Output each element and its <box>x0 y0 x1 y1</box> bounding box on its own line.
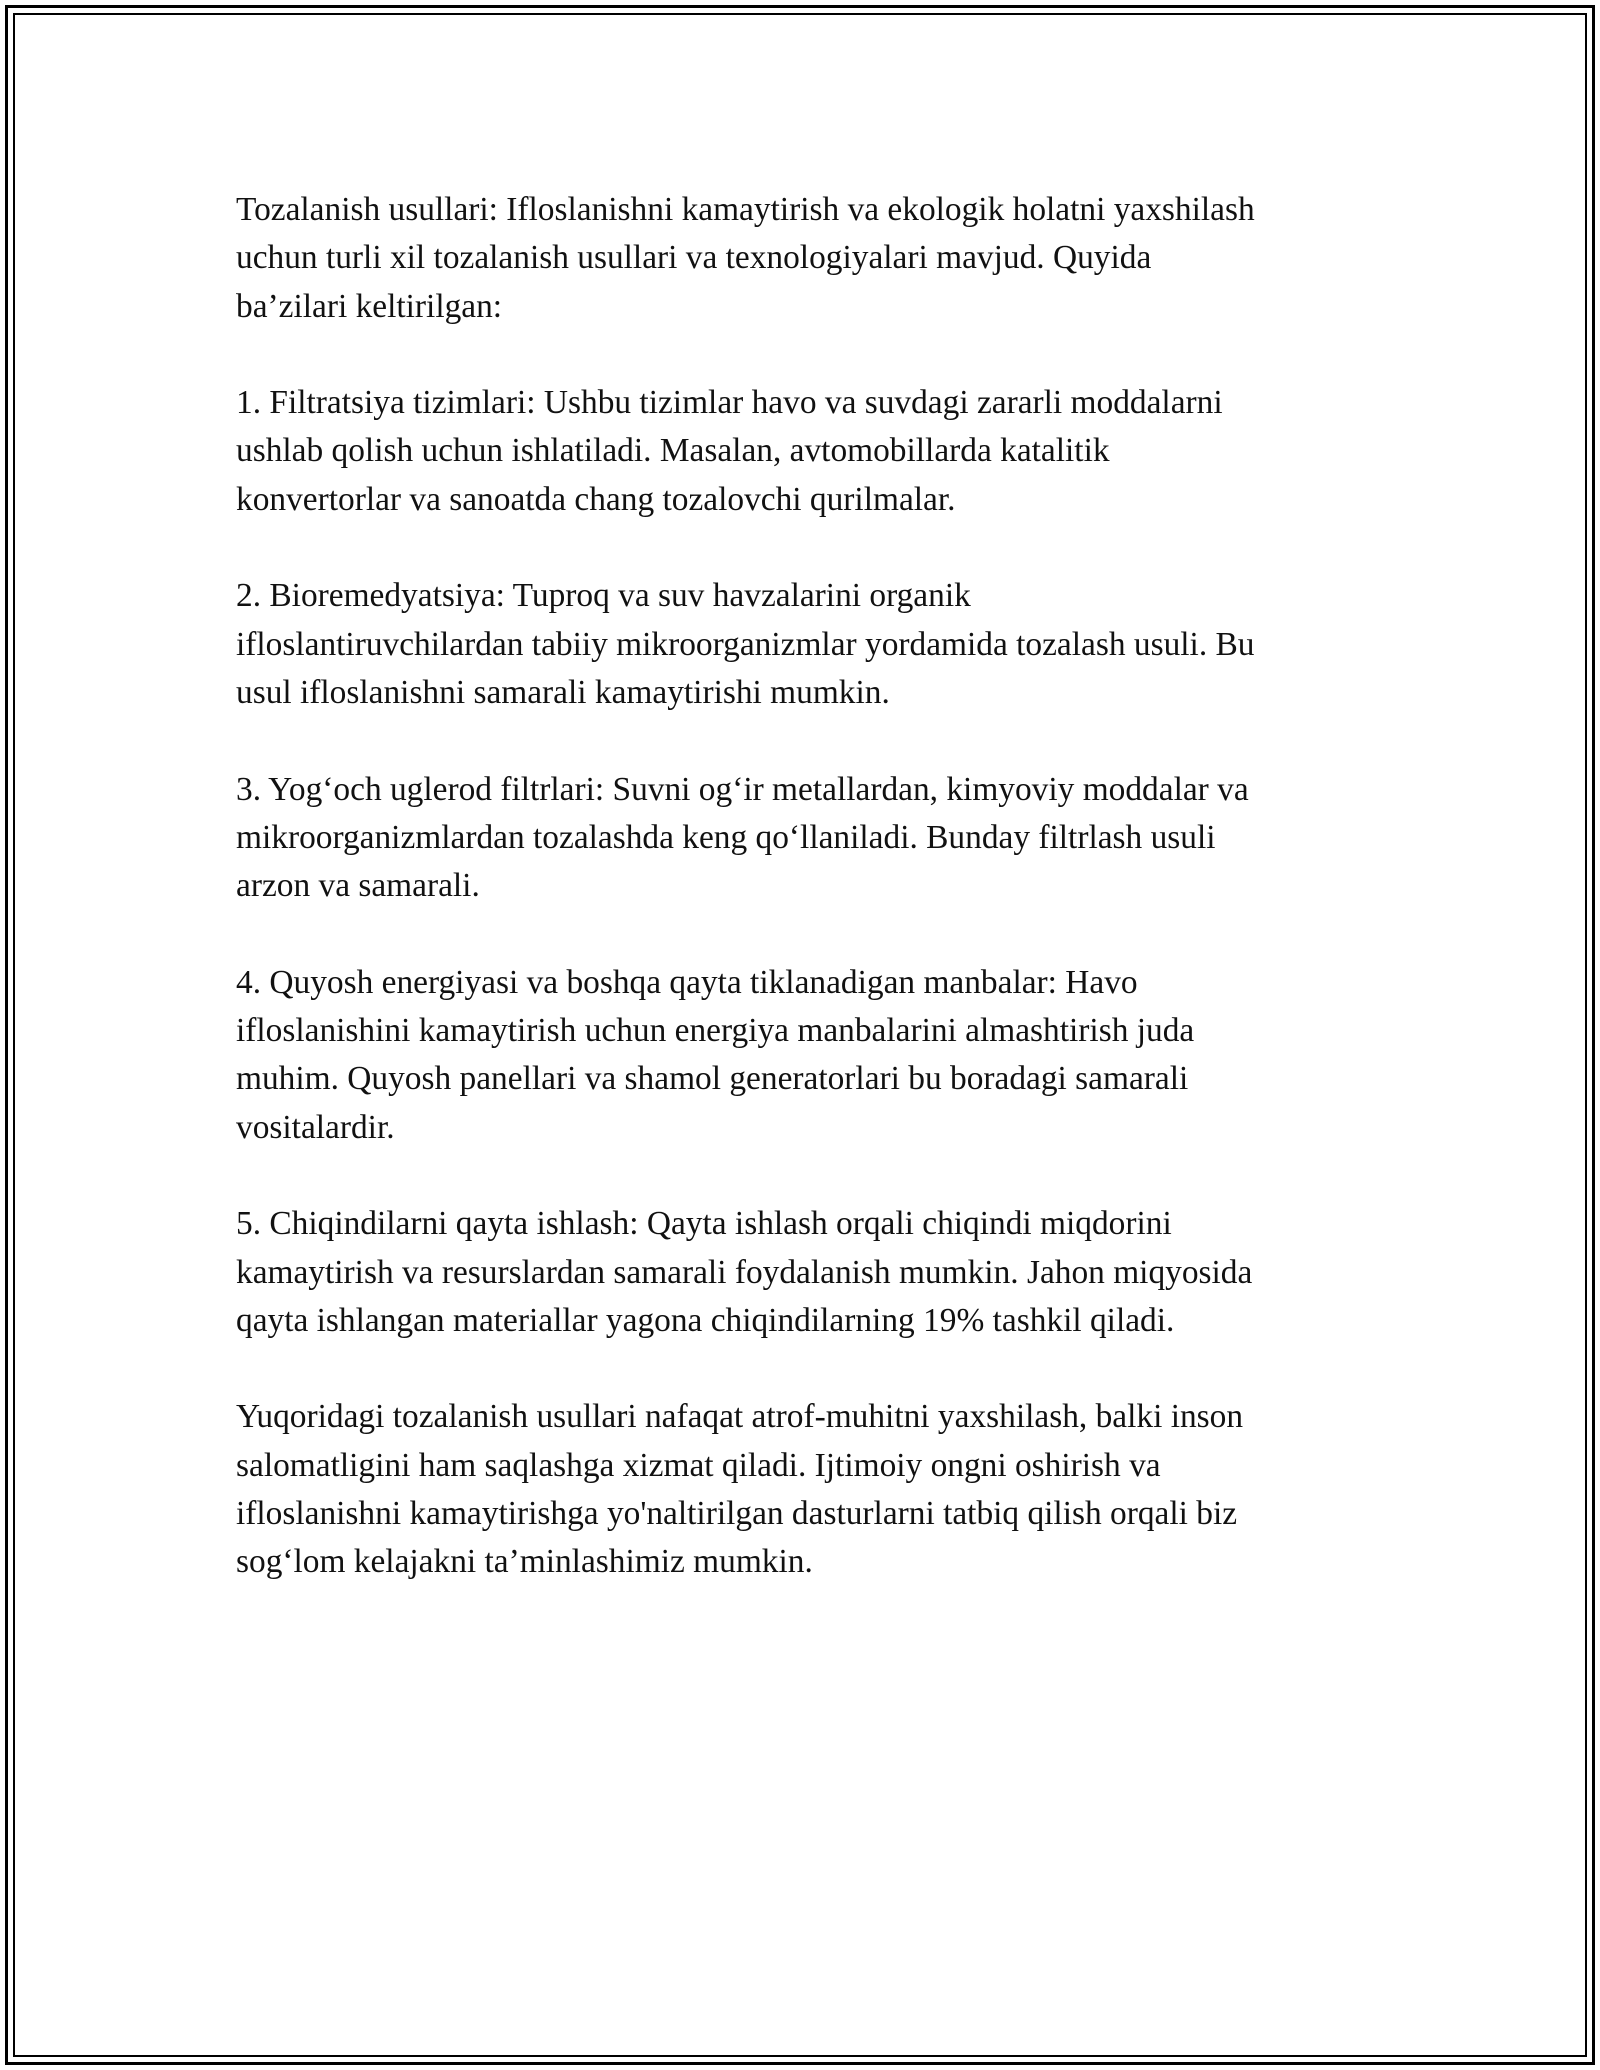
intro-paragraph: Tozalanish usullari: Ifloslanishni kamaytirish va ekologik holatni yaxshilash uchun turli xil tozalanish usullari va texnologiyalari mavjud. Quyida ba’zilari keltirilgan: <box>236 191 1255 325</box>
conclusion-paragraph: Yuqoridagi tozalanish usullari nafaqat atrof-muhitni yaxshilash, balki inson salomatligini ham saqlashga xizmat qiladi. Ijtimoiy ongni oshirish va ifloslanishni kamaytirishga yo'naltirilgan dasturlarni tatbiq qilish orqali biz sog‘lom kelajakni ta’minlashimiz mumkin. <box>236 1398 1244 1581</box>
list-item-carbon-filters: 3. Yog‘och uglerod filtrlari: Suvni og‘ir metallardan, kimyoviy moddalar va mikroorganizmlardan tozalashda keng qo‘llaniladi. Bunday filtrlash usuli arzon va samarali. <box>236 770 1249 905</box>
list-item-bioremediation: 2. Bioremedyatsiya: Tuproq va suv havzalarini organik ifloslantiruvchilardan tabiiy mikroorganizmlar yordamida tozalash usuli. Bu usul ifloslanishni samarali kamaytirishi mumkin. <box>236 577 1255 711</box>
list-item-filtration: 1. Filtratsiya tizimlari: Ushbu tizimlar havo va suvdagi zararli moddalarni ushlab qolish uchun ishlatiladi. Masalan, avtomobillarda katalitik konvertorlar va sanoatda chang tozalovchi qurilmalar. <box>236 384 1223 518</box>
list-item-recycling: 5. Chiqindilarni qayta ishlash: Qayta ishlash orqali chiqindi miqdorini kamaytirish va resurslardan samarali foydalanish mumkin. Jahon miqyosida qayta ishlangan materiallar yagona chiqindilarning 19% tashkil qiladi. <box>236 1205 1253 1339</box>
list-item-renewable-energy: 4. Quyosh energiyasi va boshqa qayta tiklanadigan manbalar: Havo ifloslanishini kamaytirish uchun energiya manbalarini almashtirish juda muhim. Quyosh panellari va shamol generatorlari bu boradagi samarali vositalardir. <box>236 963 1195 1146</box>
document-body <box>236 186 1386 1635</box>
